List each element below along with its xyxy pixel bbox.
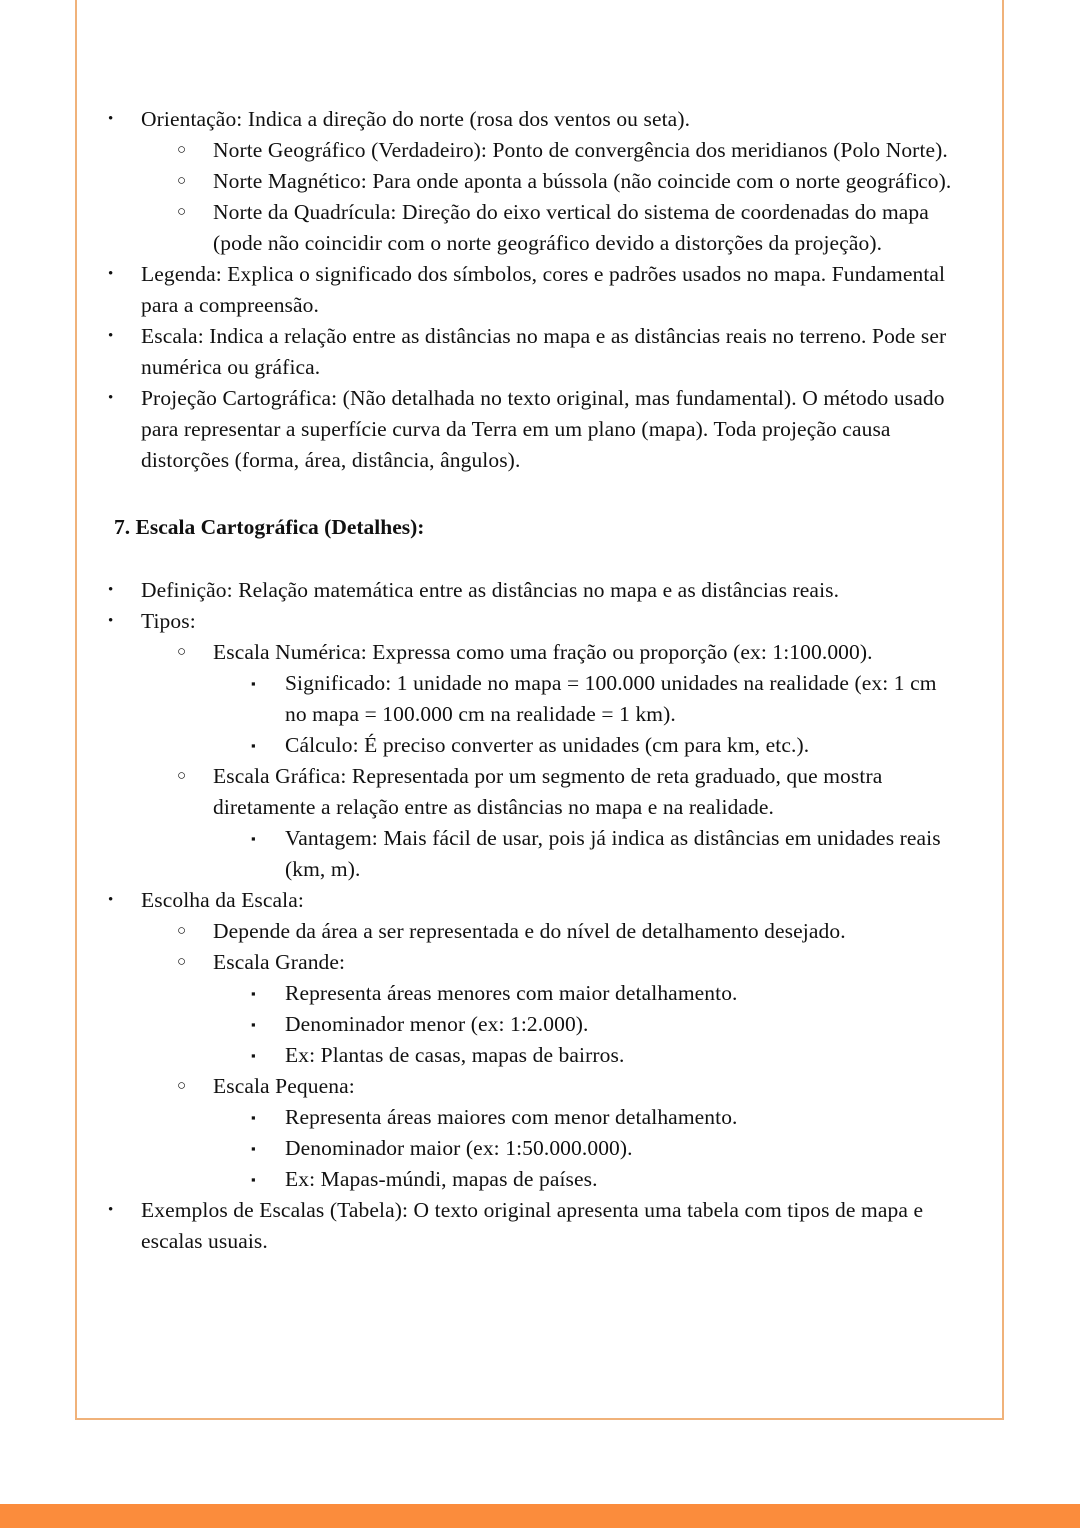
list-item-text: Projeção Cartográfica: (Não detalhada no texto original, mas fundamental). O método usado para representar a superfície curva da Terra em um plano (mapa). Toda projeção causa distorções (forma, área, distância, ângulos). <box>141 386 945 472</box>
list-item-text: Depende da área a ser representada e do nível de detalhamento desejado. <box>213 919 846 943</box>
list-item <box>177 135 960 166</box>
bullet-list-level-3 <box>251 668 960 761</box>
list-item <box>251 1040 960 1071</box>
list-item <box>108 259 960 321</box>
list-item-text: Ex: Plantas de casas, mapas de bairros. <box>285 1043 625 1067</box>
list-item-text: Escala: Indica a relação entre as distâncias no mapa e as distâncias reais no terreno. Pode ser numérica ou gráfica. <box>141 324 947 379</box>
list-item-text: Ex: Mapas-múndi, mapas de países. <box>285 1167 598 1191</box>
bullet-marker-level-3-icon: ▪ <box>251 986 256 1001</box>
list-item <box>108 885 960 1195</box>
list-item <box>177 637 960 761</box>
map-elements-list <box>108 104 960 476</box>
list-item <box>251 978 960 1009</box>
bullet-list-level-2 <box>177 135 960 259</box>
bullet-marker-level-2-icon: ○ <box>177 954 187 970</box>
list-item <box>177 166 960 197</box>
list-item <box>251 823 960 885</box>
list-item <box>251 1164 960 1195</box>
list-item-text: Escala Pequena: <box>213 1074 355 1098</box>
bullet-marker-level-3-icon: ▪ <box>251 738 256 753</box>
bullet-marker-level-3-icon: ▪ <box>251 1141 256 1156</box>
list-item <box>177 916 960 947</box>
list-item <box>251 730 960 761</box>
bullet-list-level-2 <box>177 916 960 1195</box>
bullet-marker-level-1-icon: • <box>108 892 114 908</box>
bullet-marker-level-2-icon: ○ <box>177 644 187 660</box>
list-item-text: Tipos: <box>141 609 196 633</box>
list-item <box>251 1009 960 1040</box>
list-item-text: Representa áreas menores com maior detalhamento. <box>285 981 738 1005</box>
bullet-marker-level-3-icon: ▪ <box>251 1172 256 1187</box>
bullet-marker-level-1-icon: • <box>108 613 114 629</box>
list-item-text: Norte da Quadrícula: Direção do eixo vertical do sistema de coordenadas do mapa (pode não coincidir com o norte geográfico devido a distorções da projeção). <box>213 200 929 255</box>
list-item-text: Definição: Relação matemática entre as distâncias no mapa e as distâncias reais. <box>141 578 840 602</box>
list-item <box>251 1133 960 1164</box>
bullet-list-level-3 <box>251 978 960 1071</box>
bullet-marker-level-3-icon: ▪ <box>251 831 256 846</box>
bullet-marker-level-2-icon: ○ <box>177 923 187 939</box>
bullet-marker-level-2-icon: ○ <box>177 204 187 220</box>
escala-cartografica-list <box>108 575 960 1257</box>
list-item <box>251 1102 960 1133</box>
list-item-text: Legenda: Explica o significado dos símbolos, cores e padrões usados no mapa. Fundamental para a compreensão. <box>141 262 946 317</box>
bullet-marker-level-3-icon: ▪ <box>251 1017 256 1032</box>
list-item-text: Vantagem: Mais fácil de usar, pois já indica as distâncias em unidades reais (km, m). <box>285 826 941 881</box>
footer-accent-band <box>0 1504 1080 1528</box>
list-item-text: Escala Gráfica: Representada por um segmento de reta graduado, que mostra diretamente a relação entre as distâncias no mapa e na realidade. <box>213 764 883 819</box>
list-item <box>177 761 960 885</box>
list-item-text: Norte Magnético: Para onde aponta a bússola (não coincide com o norte geográfico). <box>213 169 952 193</box>
bullet-marker-level-2-icon: ○ <box>177 768 187 784</box>
bullet-marker-level-3-icon: ▪ <box>251 676 256 691</box>
list-item-text: Norte Geográfico (Verdadeiro): Ponto de convergência dos meridianos (Polo Norte). <box>213 138 948 162</box>
bullet-list-level-3 <box>251 1102 960 1195</box>
list-item <box>108 1195 960 1257</box>
bullet-list-level-3 <box>251 823 960 885</box>
list-item <box>108 321 960 383</box>
bullet-marker-level-1-icon: • <box>108 328 114 344</box>
bullet-marker-level-2-icon: ○ <box>177 1078 187 1094</box>
bullet-list-level-2 <box>177 637 960 885</box>
bullet-marker-level-1-icon: • <box>108 390 114 406</box>
list-item-text: Denominador menor (ex: 1:2.000). <box>285 1012 589 1036</box>
list-item <box>177 1071 960 1195</box>
document-content <box>108 104 960 1257</box>
list-item-text: Cálculo: É preciso converter as unidades (cm para km, etc.). <box>285 733 810 757</box>
list-item-text: Orientação: Indica a direção do norte (rosa dos ventos ou seta). <box>141 107 691 131</box>
bullet-marker-level-1-icon: • <box>108 111 114 127</box>
list-item <box>251 668 960 730</box>
list-item-text: Denominador maior (ex: 1:50.000.000). <box>285 1136 633 1160</box>
bullet-marker-level-3-icon: ▪ <box>251 1110 256 1125</box>
bullet-marker-level-3-icon: ▪ <box>251 1048 256 1063</box>
list-item-text: Escolha da Escala: <box>141 888 304 912</box>
bullet-marker-level-2-icon: ○ <box>177 173 187 189</box>
list-item <box>177 947 960 1071</box>
list-item-text: Escala Numérica: Expressa como uma fração ou proporção (ex: 1:100.000). <box>213 640 873 664</box>
list-item <box>108 383 960 476</box>
list-item-text: Representa áreas maiores com menor detalhamento. <box>285 1105 738 1129</box>
bullet-marker-level-1-icon: • <box>108 1202 114 1218</box>
bullet-marker-level-1-icon: • <box>108 582 114 598</box>
section-heading-escala-cartografica: 7. Escala Cartográfica (Detalhes): <box>114 515 425 539</box>
bullet-marker-level-1-icon: • <box>108 266 114 282</box>
list-item <box>108 606 960 885</box>
list-item <box>108 575 960 606</box>
list-item-text: Escala Grande: <box>213 950 346 974</box>
bullet-marker-level-2-icon: ○ <box>177 142 187 158</box>
list-item-text: Significado: 1 unidade no mapa = 100.000 unidades na realidade (ex: 1 cm no mapa = 100.000 cm na realidade = 1 km). <box>285 671 937 726</box>
list-item-text: Exemplos de Escalas (Tabela): O texto original apresenta uma tabela com tipos de mapa e escalas usuais. <box>141 1198 924 1253</box>
list-item <box>177 197 960 259</box>
list-item <box>108 104 960 259</box>
